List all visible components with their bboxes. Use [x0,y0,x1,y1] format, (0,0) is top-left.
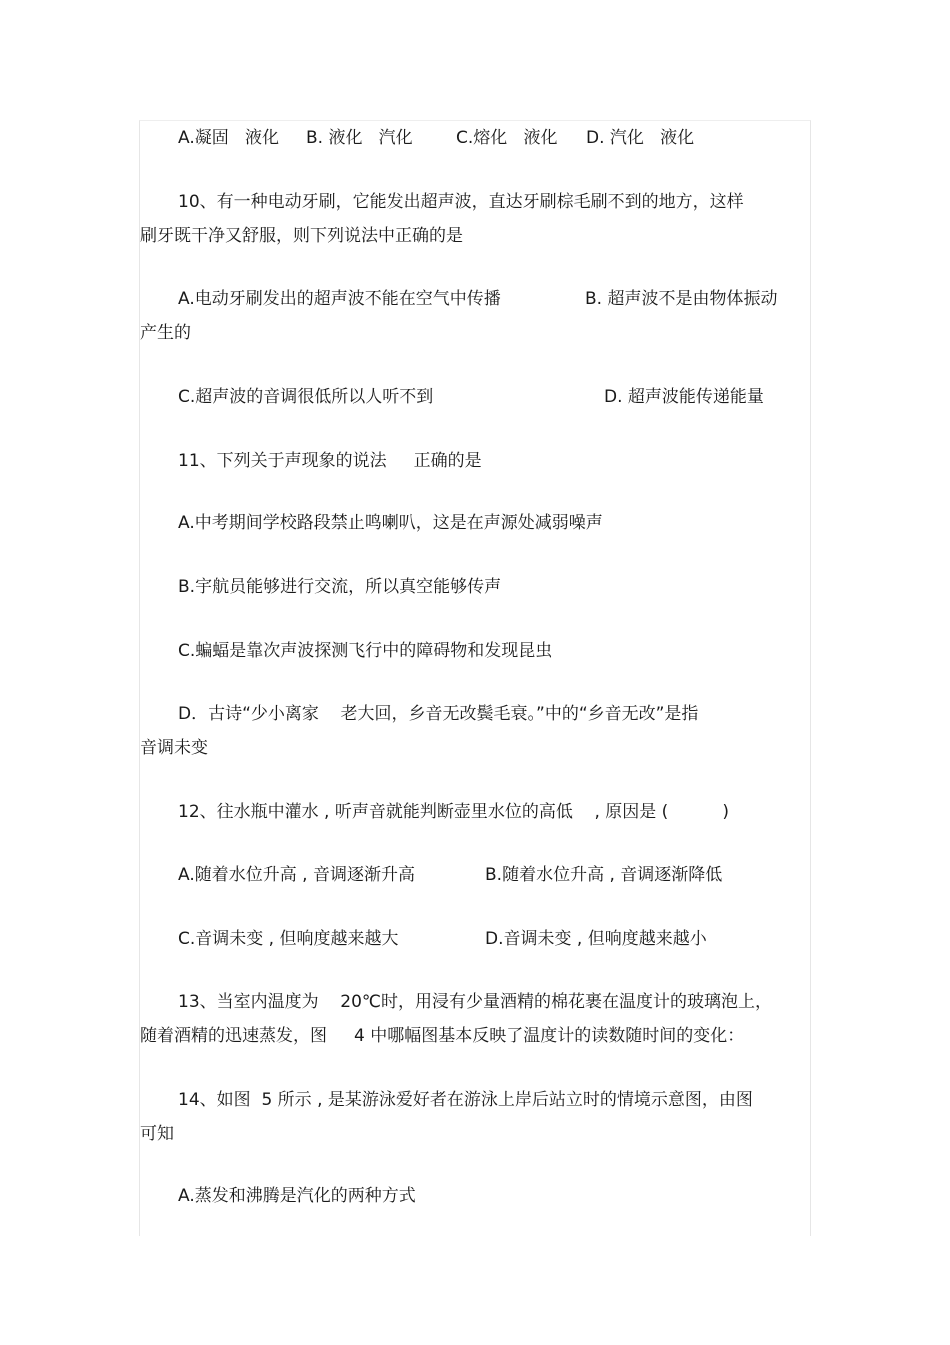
q11-option-d: D．古诗“少小离家 老大回，乡音无改鬓毛衰。”中的“乡音无改”是指 [178,704,699,724]
q11-option-a: A.中考期间学校路段禁止鸣喇叭，这是在声源处减弱噪声 [178,513,603,533]
q9-option-c: C.熔化 液化 [456,128,558,148]
q12-stem: 12、往水瓶中灌水 , 听声音就能判断壶里水位的高低 , 原因是 ( ) [178,802,729,822]
q11-stem: 11、下列关于声现象的说法 正确的是 [178,451,482,471]
q10-stem-line2: 刷牙既干净又舒服，则下列说法中正确的是 [140,226,463,246]
q10-option-d: D. 超声波能传递能量 [604,387,764,407]
q10-option-c: C.超声波的音调很低所以人听不到 [178,387,434,407]
q14-option-a: A.蒸发和沸腾是汽化的两种方式 [178,1186,416,1206]
q13-stem-line2: 随着酒精的迅速蒸发，图 4 中哪幅图基本反映了温度计的读数随时间的变化： [140,1026,745,1046]
q14-stem-line1: 14、如图 5 所示 , 是某游泳爱好者在游泳上岸后站立时的情境示意图，由图 [178,1090,753,1110]
q11-option-b: B.宇航员能够进行交流，所以真空能够传声 [178,577,502,597]
q10-option-a: A.电动牙刷发出的超声波不能在空气中传播 [178,289,501,309]
q12-option-d: D.音调未变 , 但响度越来越小 [485,929,707,949]
q12-option-c: C.音调未变 , 但响度越来越大 [178,929,399,949]
q9-option-d: D. 汽化 液化 [586,128,695,148]
q10-stem-line1: 10、有一种电动牙刷，它能发出超声波，直达牙刷棕毛刷不到的地方，这样 [178,192,744,212]
page-frame [139,120,811,1236]
q14-stem-line2: 可知 [140,1124,174,1144]
q10-option-b: B. 超声波不是由物体振动 [585,289,778,309]
q9-option-b: B. 液化 汽化 [306,128,413,148]
q10-option-b-cont: 产生的 [140,323,191,343]
q13-stem-line1: 13、当室内温度为 20℃时，用浸有少量酒精的棉花裹在温度计的玻璃泡上， [178,992,772,1012]
q11-option-d-cont: 音调未变 [140,738,208,758]
q12-option-b: B.随着水位升高 , 音调逐渐降低 [485,865,723,885]
q11-option-c: C.蝙蝠是靠次声波探测飞行中的障碍物和发现昆虫 [178,641,553,661]
q9-option-a: A.凝固 液化 [178,128,279,148]
q12-option-a: A.随着水位升高 , 音调逐渐升高 [178,865,415,885]
